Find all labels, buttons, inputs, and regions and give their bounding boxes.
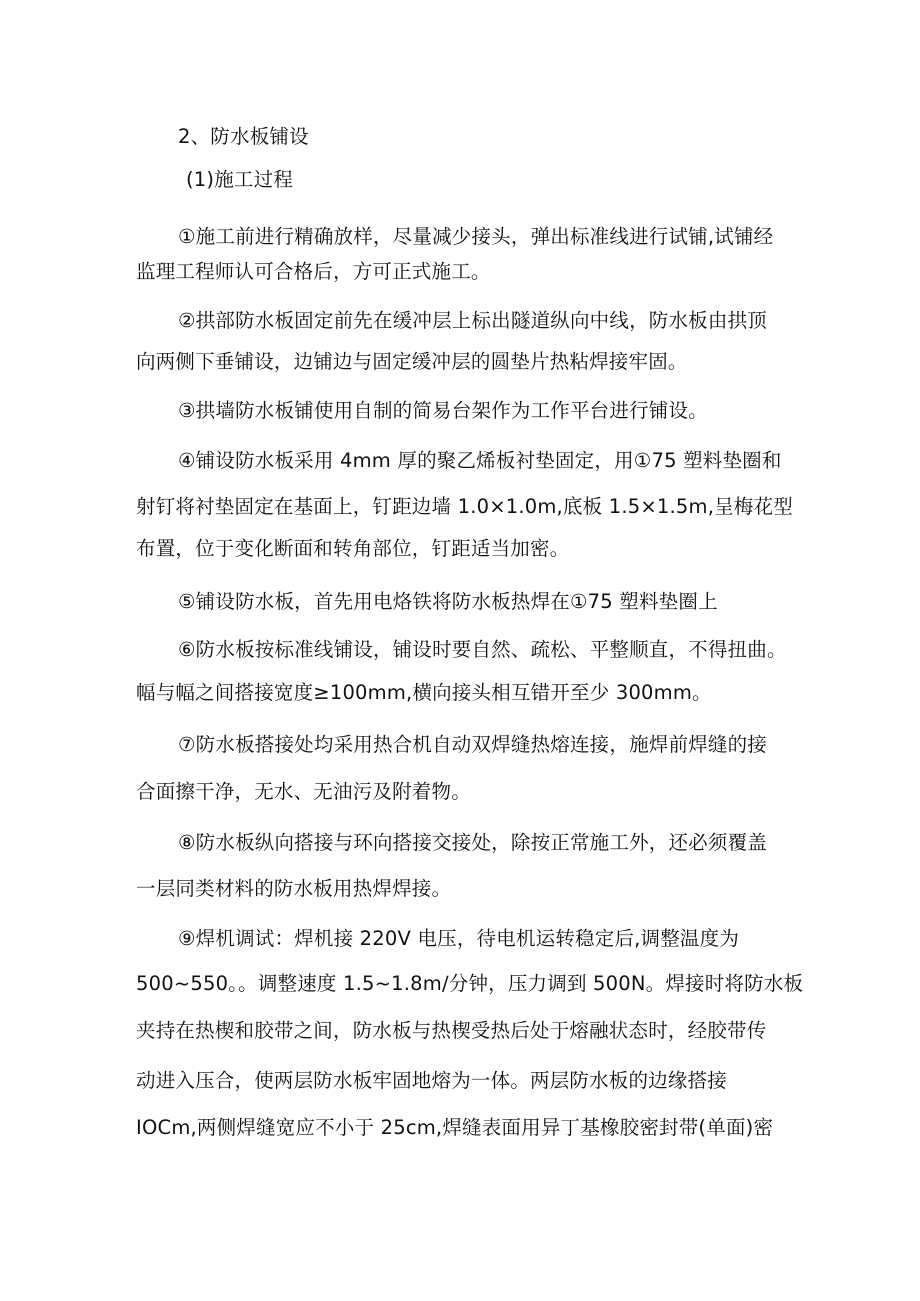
paragraph-line: ②拱部防水板固定前先在缓冲层上标出隧道纵向中线，防水板由拱顶 — [178, 309, 767, 332]
paragraph-line: 合面擦干净，无水、无油污及附着物。 — [136, 780, 471, 803]
paragraph-line: 500~550。。调整速度 1.5~1.8m∕分钟，压力调到 500N。焊接时将防水板 — [136, 972, 804, 995]
paragraph-line: 幅与幅之间搭接宽度≥100mm,横向接头相互错开至少 300mm。 — [136, 681, 712, 704]
paragraph-line: ⑨焊机调试：焊机接 220V 电压，待电机运转稳定后,调整温度为 — [178, 927, 740, 950]
paragraph-line: ⑥防水板按标准线铺设，铺设时要自然、疏松、平整顺直，不得扭曲。 — [178, 638, 787, 661]
paragraph-line: 动进入压合，使两层防水板牢固地熔为一体。两层防水板的边缘搭接 — [136, 1069, 728, 1092]
paragraph-line: ④铺设防水板采用 4mm 厚的聚乙烯板衬垫固定，用①75 塑料垫圈和 — [178, 449, 782, 472]
paragraph-line: ⑧防水板纵向搭接与环向搭接交接处，除按正常施工外，还必须覆盖 — [178, 831, 767, 854]
paragraph-line: 布置，位于变化断面和转角部位，钉距适当加密。 — [136, 537, 570, 560]
paragraph-line: 夹持在热楔和胶带之间，防水板与热楔受热后处于熔融状态时，经胶带传 — [136, 1019, 767, 1042]
paragraph-line: ①施工前进行精确放样，尽量减少接头，弹出标准线进行试铺,试铺经 — [178, 225, 774, 248]
paragraph-line: 向两侧下垂铺设，边铺边与固定缓冲层的圆垫片热粘焊接牢固。 — [136, 350, 688, 373]
paragraph-line: ③拱墙防水板铺使用自制的简易台架作为工作平台进行铺设。 — [178, 399, 708, 422]
section-heading: 2、防水板铺设 — [178, 125, 309, 148]
paragraph-line: 一层同类材料的防水板用热焊焊接。 — [136, 877, 452, 900]
paragraph-line: 射钉将衬垫固定在基面上，钉距边墙 1.0×1.0m,底板 1.5×1.5m,呈梅花型 — [136, 495, 793, 518]
paragraph-line: ⑦防水板搭接处均采用热合机自动双焊缝热熔连接，施焊前焊缝的接 — [178, 733, 767, 756]
paragraph-line: 监理工程师认可合格后，方可正式施工。 — [136, 260, 491, 283]
subsection-heading: (1)施工过程 — [186, 168, 294, 191]
paragraph-line: IOCm,两侧焊缝宽应不小于 25cm,焊缝表面用异丁基橡胶密封带(单面)密 — [136, 1116, 774, 1139]
paragraph-line: ⑤铺设防水板，首先用电烙铁将防水板热焊在①75 塑料垫圈上 — [178, 590, 718, 613]
